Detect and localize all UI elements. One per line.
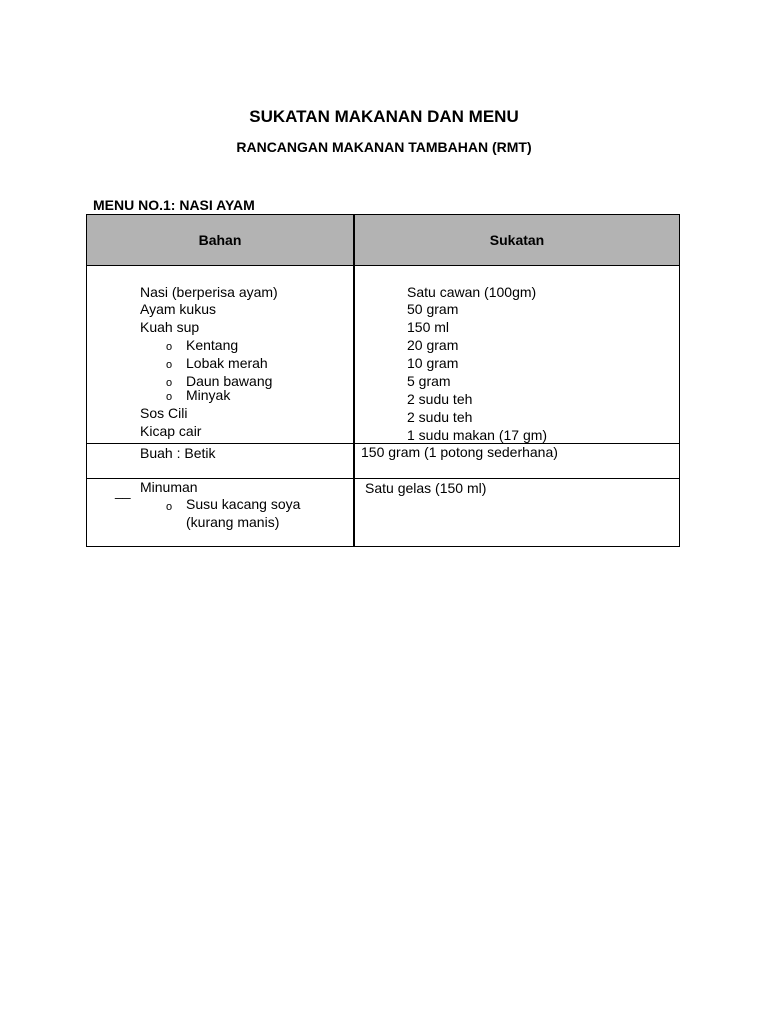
table-cell-bahan: Kentang	[186, 337, 239, 353]
table-cell-sukatan: Satu gelas (150 ml)	[365, 480, 487, 496]
table-cell-sukatan: 50 gram	[407, 301, 459, 317]
table-cell-bahan: (kurang manis)	[186, 514, 280, 530]
table-cell-bahan: Kuah sup	[140, 319, 200, 335]
table-cell-bahan: Daun bawang	[186, 373, 273, 389]
column-divider	[353, 215, 355, 546]
table-cell-bahan: Susu kacang soya	[186, 496, 301, 512]
menu-heading: MENU NO.1: NASI AYAM	[93, 197, 255, 213]
table-cell-sukatan: 2 sudu teh	[407, 409, 473, 425]
column-header-bahan: Bahan	[198, 232, 242, 248]
table-cell-bahan: Lobak merah	[186, 355, 268, 371]
table-cell-bahan: Nasi (berperisa ayam)	[140, 284, 278, 300]
column-header-sukatan: Sukatan	[489, 232, 545, 248]
table-cell-sukatan: Satu cawan (100gm)	[407, 284, 537, 300]
table-cell-bahan: Minuman	[140, 479, 198, 495]
document-title: SUKATAN MAKANAN DAN MENU	[249, 107, 519, 126]
bullet-icon: o	[166, 341, 173, 353]
table-cell-sukatan: 150 ml	[407, 319, 450, 335]
menu-table	[86, 214, 680, 547]
bullet-icon: o	[166, 391, 173, 403]
table-cell-bahan: Sos Cili	[140, 405, 188, 421]
table-cell-sukatan: 5 gram	[407, 373, 451, 389]
table-cell-bahan: Buah : Betik	[140, 445, 216, 461]
table-cell-bahan: Minyak	[186, 387, 231, 403]
table-cell-bahan: Kicap cair	[140, 423, 202, 439]
table-cell-sukatan: 1 sudu makan (17 gm)	[407, 427, 548, 443]
bullet-icon: o	[166, 377, 173, 389]
table-cell-sukatan: 150 gram (1 potong sederhana)	[361, 444, 558, 460]
table-cell-bahan: Ayam kukus	[140, 301, 216, 317]
table-cell-sukatan: 10 gram	[407, 355, 459, 371]
bullet-icon: o	[166, 501, 173, 513]
dash-marker: __	[115, 483, 131, 499]
bullet-icon: o	[166, 359, 173, 371]
table-header-row	[87, 215, 679, 266]
table-cell-sukatan: 20 gram	[407, 337, 459, 353]
table-cell-sukatan: 2 sudu teh	[407, 391, 473, 407]
document-subtitle: RANCANGAN MAKANAN TAMBAHAN (RMT)	[236, 139, 532, 155]
